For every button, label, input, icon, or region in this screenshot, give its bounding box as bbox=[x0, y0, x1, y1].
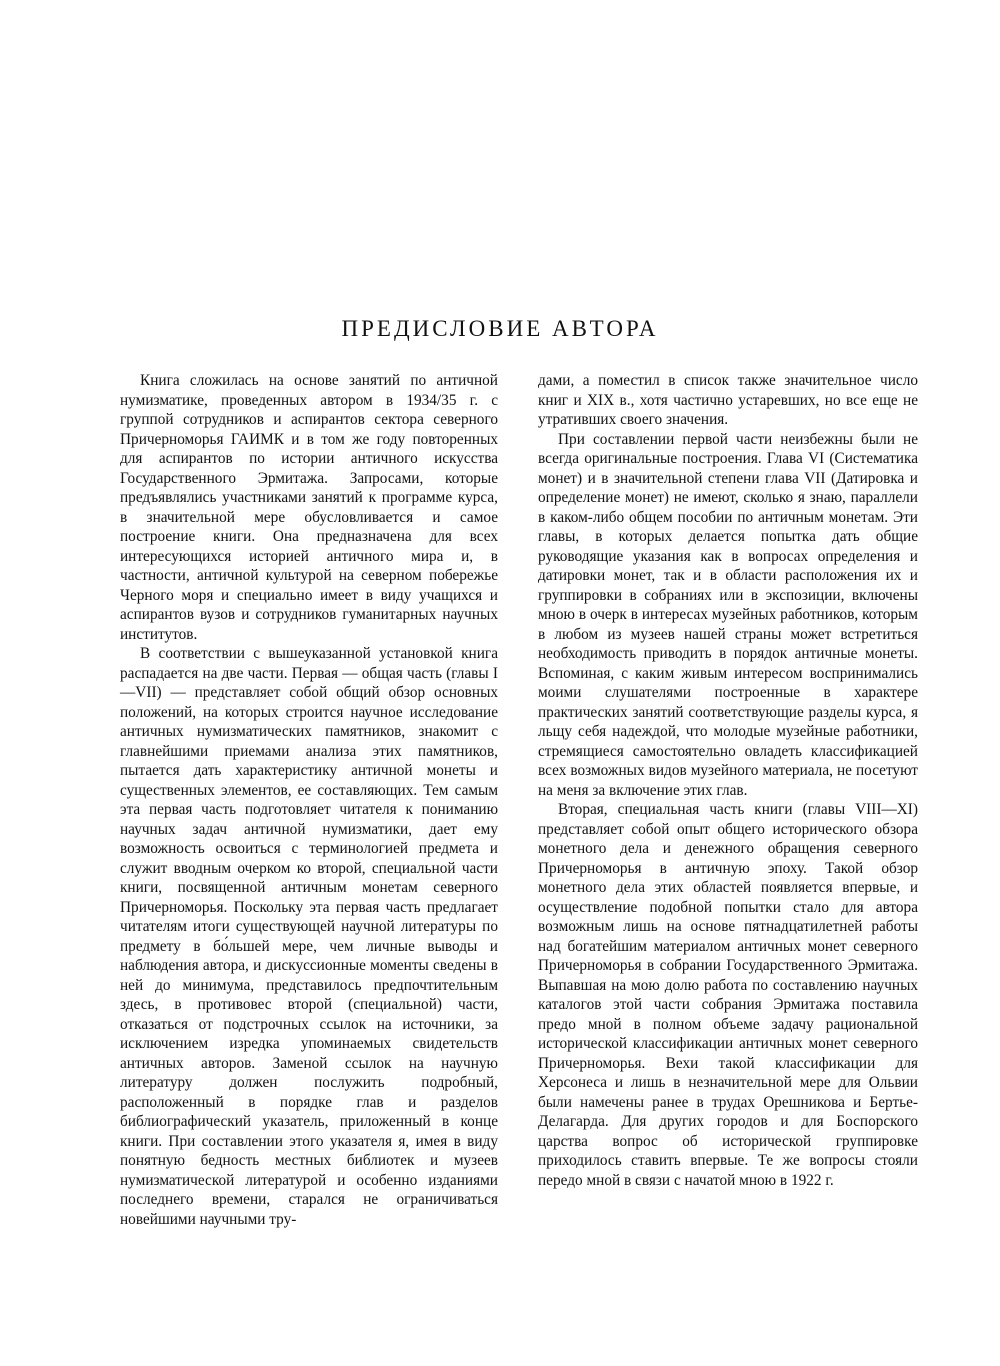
paragraph: В соответствии с вышеуказанной установкой книга распадается на две части. Первая — общая часть (главы I—VII) — представляет собой общий обзор основных положений, на которых строится научное исследование античных нумизматических памятников, знакомит с главнейшими приемами анализа этих памятников, пытается дать характеристику античной монеты и существенных элементов, ее составляющих. Тем самым эта первая часть подготовляет читателя к пониманию научных задач античной нумизматики, дает ему возможность освоиться с терминологией предмета и служит вводным очерком ко второй, специальной части книги, посвященной античным монетам северного Причерноморья. Поскольку эта первая часть предлагает читателям итоги существующей научной литературы по предмету в бо́льшей мере, чем личные выводы и наблюдения автора, и дискуссионные моменты сведены в ней до минимума, представилось предпочтительным здесь, в противовес второй (специальной) части, отказаться от подстрочных ссылок на источники, за исключением изредка упоминаемых свидетельств античных авторов. Заменой ссылок на научную литературу должен послужить подробный, расположенный в порядке глав и разделов библиографический указатель, приложенный в конце книги. При составлении этого указателя я, имея в виду понятную бедность местных библиотек и музеев нумизматической литературой и особенно изданиями последнего времени, старался не ограничиваться новейшими научными тру- bbox=[120, 645, 498, 1228]
right-column bbox=[538, 371, 918, 1190]
left-column bbox=[120, 371, 498, 1229]
paragraph: При составлении первой части неизбежны были не всегда оригинальные построения. Глава VI (Систематика монет) и в значительной степени глава VII (Датировка и определение монет) не имеют, сколько я знаю, параллели в каком-либо общем пособии по античным монетам. Эти главы, в которых делается попытка дать общие руководящие указания как в вопросах определения и датировки монет, так и в области расположения их и группировки в собраниях или в экспозиции, включены мною в очерк в интересах музейных работников, которым в любом из музеев нашей страны может встретиться необходимость приводить в порядок античные монеты. Вспоминая, с каким живым интересом воспринимались моими слушателями построенные в характере практических занятий соответствующие разделы курса, я льщу себя надеждой, что молодые музейные работники, стремящиеся самостоятельно овладеть классификацией всех возможных видов музейного материала, не посетуют на меня за включение этих глав. bbox=[538, 430, 918, 799]
paragraph-continuation: дами, а поместил в список также значительное число книг и XIX в., хотя частично устаревших, но все еще не утративших своего значения. bbox=[538, 372, 918, 428]
page-title: ПРЕДИСЛОВИЕ АВТОРА bbox=[341, 316, 659, 341]
paragraph: Книга сложилась на основе занятий по античной нумизматике, проведенных автором в 1934/35 г. с группой сотрудников и аспирантов сектора северного Причерноморья ГАИМК и в том же году повторенных для аспирантов по истории античного искусства Государственного Эрмитажа. Запросами, которые предъявлялись участниками занятий к программе курса, в значительной мере обусловливается и самое построение книги. Она предназначена для всех интересующихся историей античного мира и, в частности, античной культурой на северном побережье Черного моря и специально имеет в виду учащихся и аспирантов вузов и сотрудников гуманитарных научных институтов. bbox=[120, 372, 498, 643]
paragraph: Вторая, специальная часть книги (главы VIII—XI) представляет собой опыт общего исторического обзора монетного дела и денежного обращения северного Причерноморья в античную эпоху. Такой обзор монетного дела этих областей появляется впервые, и осуществление подобной попытки стало для автора возможным лишь на основе пятнадцатилетней работы над богатейшим материалом античных монет северного Причерноморья в собрании Государственного Эрмитажа. Выпавшая на мою долю работа по составлению научных каталогов этой части собрания Эрмитажа поставила предо мной в полном объеме задачу рациональной исторической классификации античных монет северного Причерноморья. Вехи такой классификации для Херсонеса и лишь в незначительной мере для Ольвии были намечены ранее в трудах Орешникова и Бертье-Делагарда. Для других городов и для Боспорского царства вопрос об исторической группировке приходилось ставить впервые. Те же вопросы стояли передо мной в связи с начатой мною в 1922 г. bbox=[538, 801, 918, 1189]
